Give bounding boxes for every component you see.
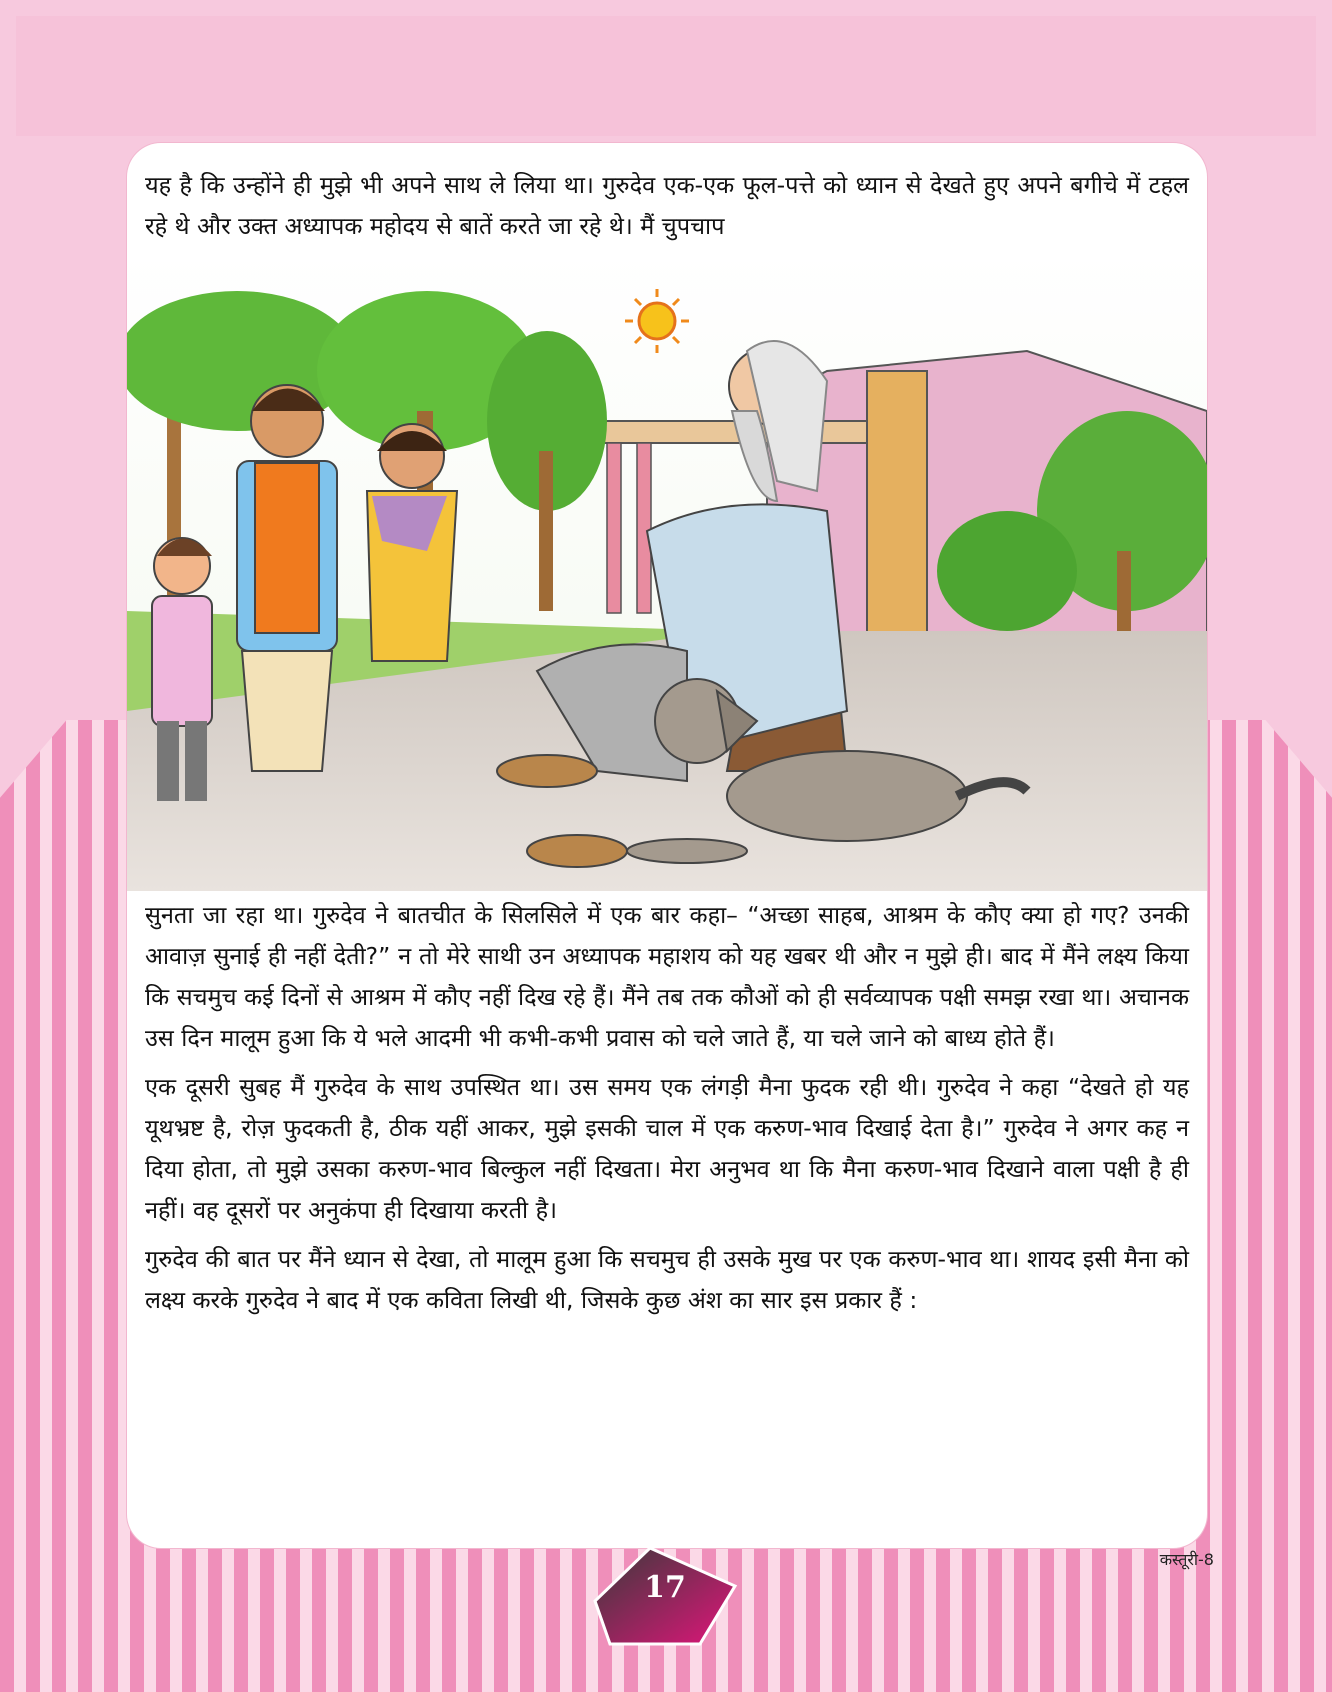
story-illustration (127, 251, 1207, 891)
top-band (16, 16, 1316, 136)
bottom-text-block (145, 895, 1189, 1329)
top-text-block (145, 165, 1189, 255)
content-card (127, 143, 1207, 1548)
top-paragraph: यह है कि उन्होंने ही मुझे भी अपने साथ ले लिया था। गुरुदेव एक-एक फूल-पत्ते को ध्यान से देखते हुए अपने बगीचे में टहल रहे थे और उक्त अध्यापक महोदय से बातें करते जा रहे थे। मैं चुपचाप (145, 171, 1189, 240)
page-number: 17 (644, 1570, 686, 1605)
book-label: कस्तूरी-8 (1159, 1550, 1214, 1569)
woman-figure (367, 424, 457, 661)
paragraph-3: गुरुदेव की बात पर मैंने ध्यान से देखा, तो मालूम हुआ कि सचमुच ही उसके मुख पर एक करुण-भाव था। शायद इसी मैना को लक्ष्य करके गुरुदेव ने बाद में एक कविता लिखी थी, जिसके कुछ अंश का सार इस प्रकार हैं : (145, 1245, 1189, 1314)
paragraph-1: सुनता जा रहा था। गुरुदेव ने बातचीत के सिलसिले में एक बार कहा– “अच्छा साहब, आश्रम के कौए क्या हो गए? उनकी आवाज़ सुनाई ही नहीं देती?” न तो मेरे साथी उन अध्यापक महाशय को यह खबर थी और न मुझे ही। बाद में मैंने लक्ष्य किया कि सचमुच कई दिनों से आश्रम में कौए नहीं दिख रहे हैं। मैंने तब तक कौओं को ही सर्वव्यापक पक्षी समझ रखा था। अचानक उस दिन मालूम हुआ कि ये भले आदमी भी कभी-कभी प्रवास को चले जाते हैं, या चले जाने को बाध्य होते हैं। (145, 901, 1189, 1052)
paragraph-2: एक दूसरी सुबह मैं गुरुदेव के साथ उपस्थित था। उस समय एक लंगड़ी मैना फुदक रही थी। गुरुदेव ने कहा “देखते हो यह यूथभ्रष्ट है, रोज़ फुदकती है, ठीक यहीं आकर, मुझे इसकी चाल में एक करुण-भाव दिखाई देता है।” गुरुदेव ने अगर कह न दिया होता, तो मुझे उसका करुण-भाव बिल्कुल नहीं दिखता। मेरा अनुभव था कि मैना करुण-भाव दिखाने वाला पक्षी है ही नहीं। वह दूसरों पर अनुकंपा ही दिखाया करती है। (145, 1073, 1189, 1224)
